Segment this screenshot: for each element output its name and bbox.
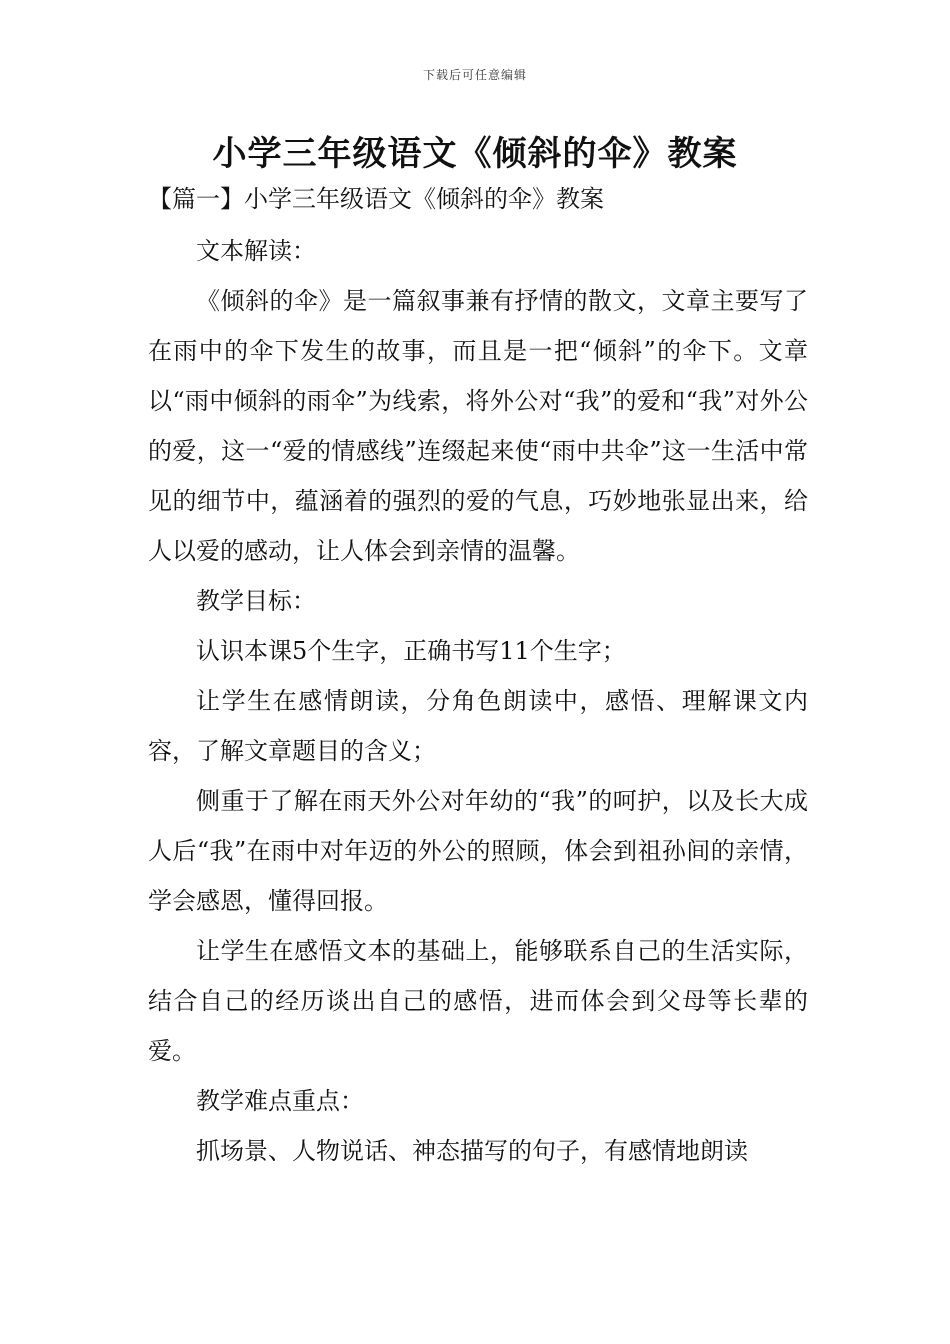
paragraph-goal-1: 认识本课5个生字，正确书写11个生字；	[196, 637, 626, 665]
paragraph-goals-heading: 教学目标：	[196, 587, 316, 615]
section-heading: 【篇一】小学三年级语文《倾斜的伞》教案	[148, 185, 604, 213]
paragraph-goal-3: 侧重于了解在雨天外公对年幼的“我”的呵护，以及长大成人后“我”在雨中对年迈的外公的照顾，体会到祖孙间的亲情，学会感恩，懂得回报。	[148, 787, 808, 915]
paragraph-text-reading: 《倾斜的伞》是一篇叙事兼有抒情的散文，文章主要写了在雨中的伞下发生的故事，而且是一把“倾斜”的伞下。文章以“雨中倾斜的雨伞”为线索，将外公对“我”的爱和“我”对外公的爱，这一“爱的情感线”连缀起来使“雨中共伞”这一生活中常见的细节中，蕴涵着的强烈的爱的气息，巧妙地张显出来，给人以爱的感动，让人体会到亲情的温馨。	[148, 287, 808, 565]
header-note: 下载后可任意编辑	[422, 68, 527, 82]
paragraph-key-points: 抓场景、人物说话、神态描写的句子，有感情地朗读	[196, 1137, 748, 1165]
paragraph-key-points-heading: 教学难点重点：	[196, 1087, 364, 1115]
document-title: 小学三年级语文《倾斜的伞》教案	[212, 134, 738, 174]
document-body	[148, 226, 808, 1176]
paragraph-text-reading-heading: 文本解读：	[196, 237, 316, 265]
paragraph-goal-2: 让学生在感情朗读，分角色朗读中，感悟、理解课文内容，了解文章题目的含义；	[148, 687, 808, 765]
paragraph-goal-4: 让学生在感悟文本的基础上，能够联系自己的生活实际，结合自己的经历谈出自己的感悟，进而体会到父母等长辈的爱。	[148, 937, 808, 1065]
